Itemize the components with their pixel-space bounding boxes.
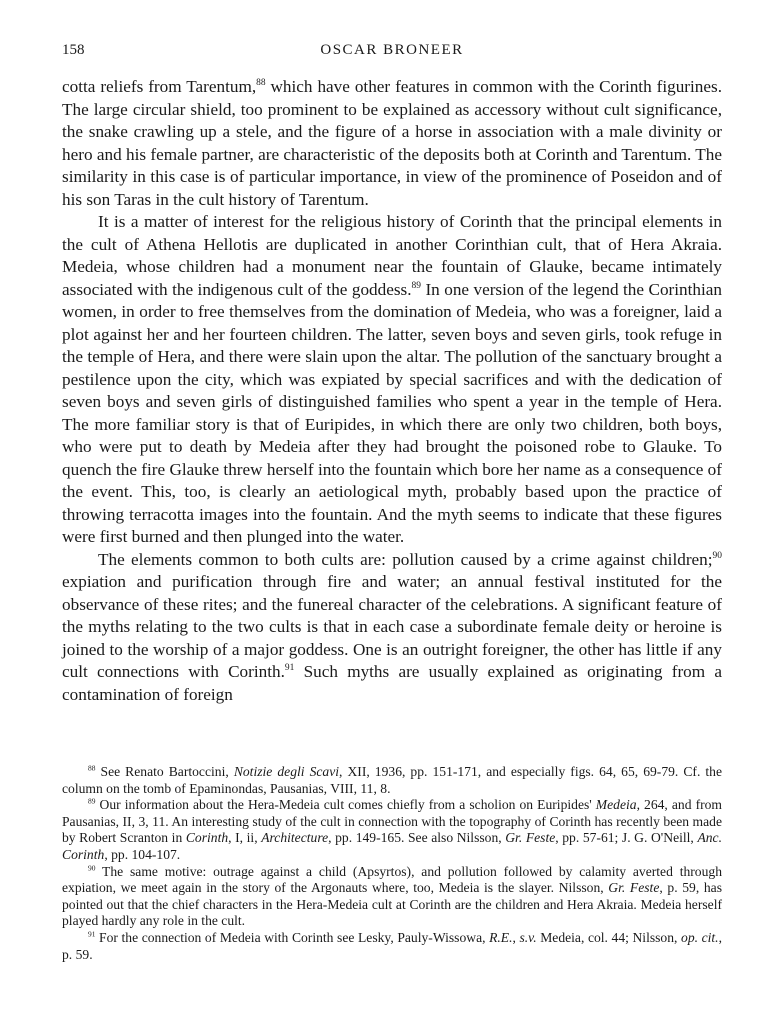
italic-title: R.E.: [489, 929, 513, 945]
text-run: , I, ii,: [228, 830, 262, 846]
footnote-number: 89: [88, 796, 96, 806]
text-run: For the connection of Medeia with Corinth see Lesky, Pauly-Wissowa,: [95, 929, 490, 945]
text-run: , p. 59.: [62, 929, 722, 962]
footnote-ref-88: 88: [256, 77, 266, 88]
paragraph-3: [62, 549, 722, 707]
footnote-number: 91: [88, 929, 96, 939]
italic-title: Gr. Feste: [505, 830, 556, 846]
text-run: See Renato Bartoccini,: [95, 764, 234, 779]
page-header: [62, 42, 722, 64]
paragraph-1: [62, 76, 722, 211]
footnote-number: 90: [88, 862, 96, 872]
text-run: , XII, 1936, pp. 151-171, and especially figs. 64, 65, 69-79. Cf. the column on the tomb of Epaminondas, Pausanias, VIII, 11, 8.: [62, 764, 723, 796]
footnote-88: [62, 764, 722, 797]
italic-title: Notizie degli Scavi: [233, 764, 340, 779]
running-head: OSCAR BRONEER: [320, 42, 464, 58]
italic-title: Anc. Corinth: [62, 830, 722, 862]
italic-title: Medeia: [595, 797, 637, 813]
text-run: which have other features in common with the Corinth figurines. The large circular shield, too prominent to be explained as accessory without cult significance, the snake crawling up a stele, and the figure of a horse in association with a male divinity or hero and his female partner, are characteristic of the deposits both at Corinth and Tarentum. The similarity in this case is of particular importance, in view of the prominence of Poseidon and of his son Taras in the cult history of Tarentum.: [62, 77, 722, 209]
page-number: 158: [62, 42, 85, 58]
text-run: The same motive: outrage against a child (Apsyrtos), and pollution followed by calamity averted through expiation, we meet again in the story of the Argonauts where, too, Medeia is the slayer. Nilsson,: [62, 863, 722, 896]
italic-title: s.v.: [519, 929, 537, 945]
footnote-91: [62, 930, 722, 963]
footnotes: [62, 764, 722, 963]
footnote-89: [62, 797, 722, 863]
text-run: The elements common to both cults are: pollution caused by a crime against children;: [98, 549, 713, 569]
paragraph-2: [62, 211, 722, 549]
text-run: , pp. 57-61; J. G. O'Neill,: [555, 830, 698, 846]
text-run: ,: [512, 929, 520, 945]
text-run: In one version of the legend the Corinthian women, in order to free themselves from the domination of Medeia, who was a foreigner, laid a plot against her and her fourteen children. The latter, seven boys and seven girls, took refuge in the temple of Hera, and there were slain upon the altar. The pollution of the sanctuary brought a pestilence upon the city, which was expiated by special sacrifices and with the dedication of seven boys and seven girls of distinguished families who spent a year in the temple of Hera. The more familiar story is that of Euripides, in which there are only two children, both boys, who were put to death by Medeia after they had brought the poisoned robe to Glauke. To quench the fire Glauke threw herself into the fountain which bore her name as a consequence of the event. This, too, is clearly an aetiological myth, probably based upon the practice of throwing terracotta images into the fountain. And the myth seems to indicate that these figures were first burned and then plunged into the water.: [62, 279, 722, 546]
body-text: [62, 76, 722, 706]
text-run: , p. 59, has pointed out that the chief characters in the Hera-Medeia cult at Corinth are the children and Hera Akraia. Medeia herself played hardly any role in the cult.: [62, 880, 722, 929]
footnote-ref-90: 90: [712, 550, 722, 561]
footnote-number: 88: [88, 763, 96, 773]
text-run: cotta reliefs from Tarentum,: [62, 77, 257, 96]
italic-title: Gr. Feste: [608, 880, 660, 896]
italic-title: Corinth: [185, 830, 229, 846]
text-run: , pp. 104-107.: [104, 846, 181, 862]
italic-title: Architecture: [261, 830, 329, 846]
footnote-90: [62, 864, 722, 930]
text-run: expiation and purification through fire and water; an annual festival instituted for the observance of these rites; and the funereal character of the celebrations. A significant feature of the myths relating to the two cults is that in each case a subordinate female deity or heroine is joined to the worship of a major goddess. One is an outright foreigner, the other has little if any cult connections with Corinth.: [62, 572, 722, 681]
text-run: , pp. 149-165. See also Nilsson,: [328, 830, 506, 846]
text-run: Such myths are usually explained as originating from a contamination of foreign: [62, 662, 722, 704]
text-run: Our information about the Hera-Medeia cult comes chiefly from a scholion on Euripides': [95, 797, 596, 813]
text-run: Medeia, col. 44; Nilsson,: [536, 929, 682, 945]
text-run: , 264, and from Pausanias, II, 3, 11. An interesting study of the cult in connection with the topography of Corinth has recently been made by Robert Scranton in: [62, 797, 723, 846]
footnote-ref-91: 91: [284, 662, 295, 673]
footnote-ref-89: 89: [411, 280, 421, 291]
text-run: It is a matter of interest for the religious history of Corinth that the principal elements in the cult of Athena Hellotis are duplicated in another Corinthian cult, that of Hera Akraia. Medeia, whose children had a monument near the fountain of Glauke, became intimately associated with the indigenous cult of the goddess.: [62, 212, 722, 299]
italic-title: op. cit.: [681, 929, 719, 945]
